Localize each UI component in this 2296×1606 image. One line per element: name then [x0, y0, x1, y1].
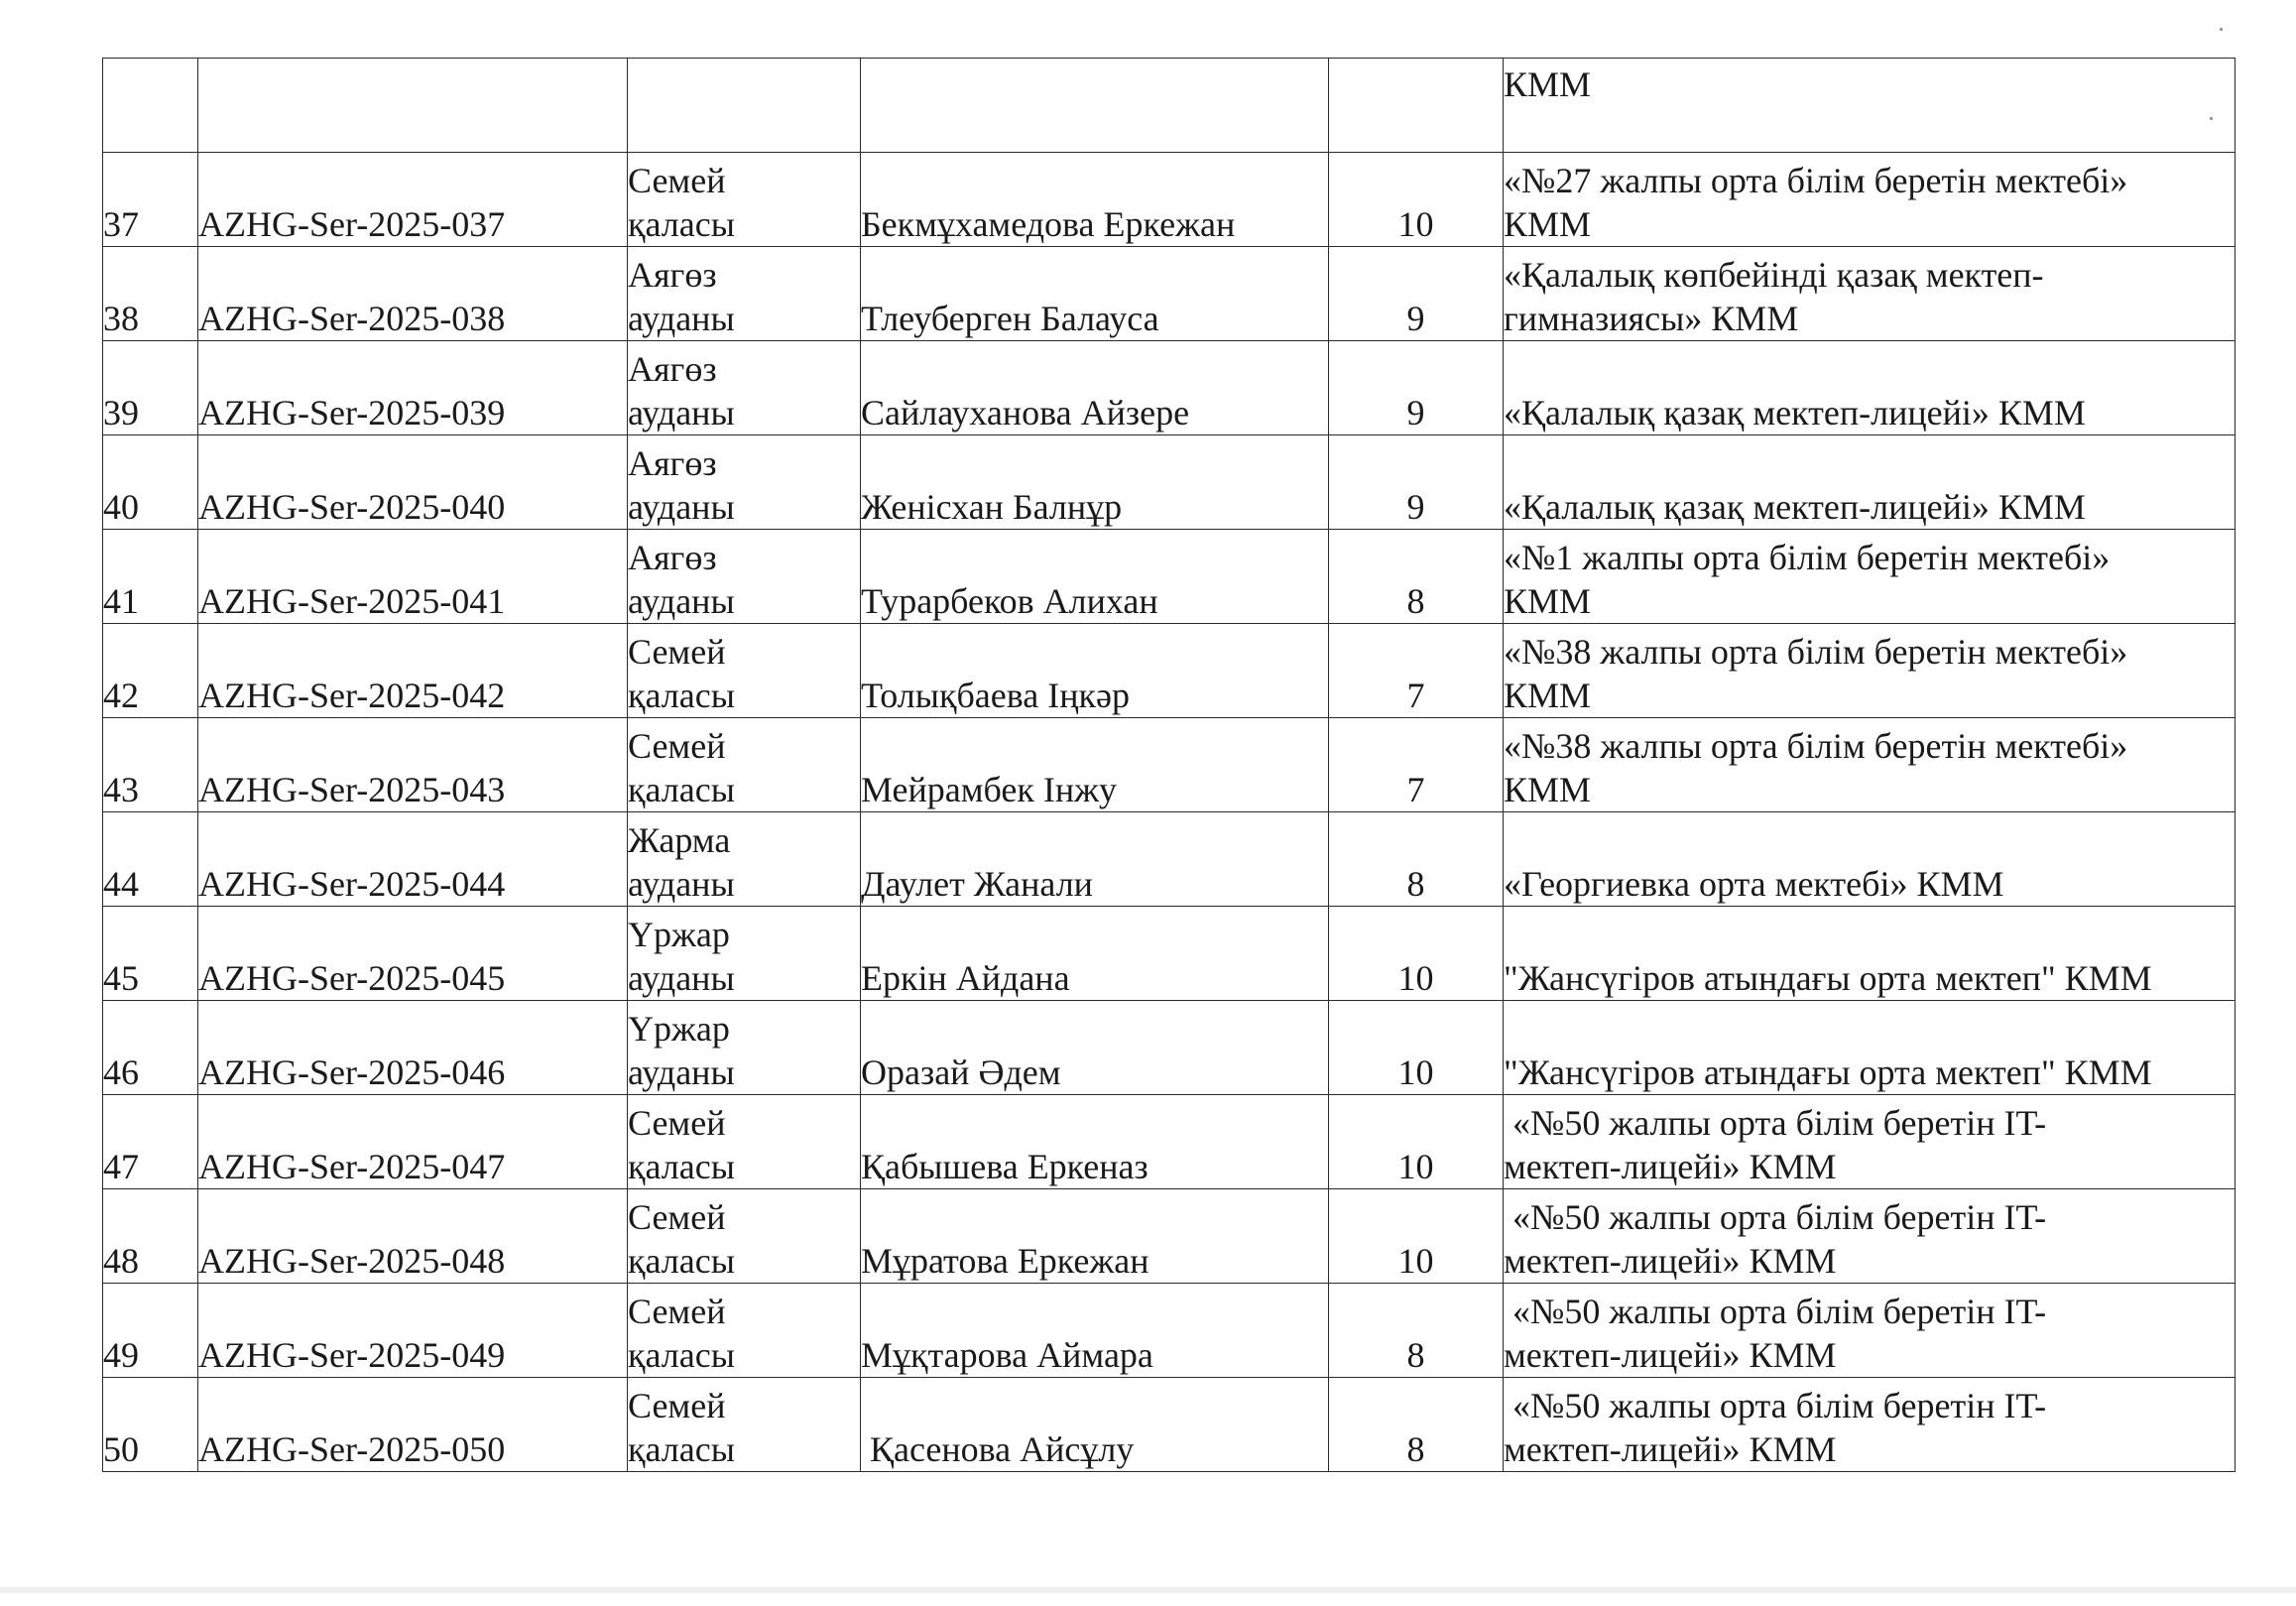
school-text: «№50 жалпы орта білім беретін IT- — [1504, 1292, 2047, 1331]
table-row — [103, 1189, 2236, 1284]
name-cell — [861, 341, 1329, 435]
school-text: "Жансүгіров атындағы орта мектеп" КММ — [1504, 958, 2152, 998]
region-text: Үржар — [628, 1009, 730, 1049]
grade: 10 — [1397, 1052, 1434, 1092]
participant-code: AZHG-Ser-2025-040 — [198, 487, 506, 527]
school-text: «№50 жалпы орта білім беретін IT- — [1504, 1103, 2047, 1143]
grade-cell — [1329, 624, 1504, 718]
school-text: гимназиясы» КММ — [1504, 299, 1799, 338]
row-number: 48 — [103, 1241, 139, 1281]
grade: 10 — [1397, 204, 1434, 244]
grade: 10 — [1397, 1147, 1434, 1186]
participant-code: AZHG-Ser-2025-043 — [198, 770, 506, 809]
region-cell — [628, 812, 861, 907]
grade-cell — [1329, 1095, 1504, 1189]
participant-code: AZHG-Ser-2025-039 — [198, 393, 506, 432]
region-text: Аягөз — [628, 349, 717, 389]
num-cell — [103, 59, 198, 153]
grade-cell — [1329, 59, 1504, 153]
table-row — [103, 1378, 2236, 1472]
region-cell — [628, 1378, 861, 1472]
school-text: «Қалалық қазақ мектеп-лицейі» КММ — [1504, 487, 2086, 527]
participant-name: Мұқтарова Аймара — [861, 1335, 1153, 1375]
table-row — [103, 1095, 2236, 1189]
row-number: 37 — [103, 204, 139, 244]
row-number-cell — [103, 435, 198, 530]
grade: 7 — [1406, 676, 1425, 715]
region-cell — [628, 59, 861, 153]
region-cell — [628, 1001, 861, 1095]
school-text: мектеп-лицейі» КММ — [1504, 1429, 1837, 1469]
school-cell — [1504, 1284, 2236, 1378]
row-number: 44 — [103, 864, 139, 904]
school-text: «Қалалық көпбейінді қазақ мектеп- — [1504, 255, 2044, 295]
code-cell — [198, 341, 628, 435]
row-number: 46 — [103, 1052, 139, 1092]
row-number-cell — [103, 341, 198, 435]
school-text: мектеп-лицейі» КММ — [1504, 1241, 1837, 1281]
code-cell — [198, 530, 628, 624]
grade-cell — [1329, 247, 1504, 341]
participant-code: AZHG-Ser-2025-038 — [198, 299, 506, 338]
participant-code: AZHG-Ser-2025-049 — [198, 1335, 506, 1375]
name-cell — [861, 153, 1329, 247]
row-number-cell — [103, 718, 198, 812]
table-row — [103, 435, 2236, 530]
scan-speck — [2210, 117, 2213, 120]
row-number-cell — [103, 624, 198, 718]
participant-name: Женісхан Балнұр — [861, 487, 1123, 527]
participant-name: Қабышева Еркеназ — [861, 1147, 1148, 1186]
school-text: «№38 жалпы орта білім беретін мектебі» — [1504, 726, 2128, 766]
participant-name: Толықбаева Іңкәр — [861, 676, 1130, 715]
grade: 8 — [1406, 581, 1425, 621]
school-cell — [1504, 1095, 2236, 1189]
row-number-cell — [103, 812, 198, 907]
region-text: Семей — [628, 726, 726, 766]
school-cell — [1504, 341, 2236, 435]
name-cell — [861, 907, 1329, 1001]
row-number: 49 — [103, 1335, 139, 1375]
school-text: «№27 жалпы орта білім беретін мектебі» — [1504, 161, 2128, 200]
participant-name: Даулет Жанали — [861, 864, 1093, 904]
region-text: ауданы — [628, 299, 735, 338]
participant-code: AZHG-Ser-2025-047 — [198, 1147, 506, 1186]
row-number-cell — [103, 1189, 198, 1284]
region-text: ауданы — [628, 393, 735, 432]
region-text: қаласы — [628, 770, 735, 809]
grade: 10 — [1397, 1241, 1434, 1281]
region-cell — [628, 247, 861, 341]
region-cell — [628, 153, 861, 247]
school-text: «№50 жалпы орта білім беретін IT- — [1504, 1197, 2047, 1237]
name-cell — [861, 1095, 1329, 1189]
school-cell — [1504, 907, 2236, 1001]
region-text: қаласы — [628, 1147, 735, 1186]
participant-name: Оразай Әдем — [861, 1052, 1061, 1092]
table-row — [103, 530, 2236, 624]
school-text: «№50 жалпы орта білім беретін IT- — [1504, 1386, 2047, 1425]
name-cell — [861, 1284, 1329, 1378]
region-cell — [628, 1095, 861, 1189]
region-text: Семей — [628, 161, 726, 200]
participant-name: Мұратова Еркежан — [861, 1241, 1149, 1281]
code-cell — [198, 718, 628, 812]
participant-name: Мейрамбек Інжу — [861, 770, 1117, 809]
grade-cell — [1329, 341, 1504, 435]
grade: 8 — [1406, 1335, 1425, 1375]
school-text: «№38 жалпы орта білім беретін мектебі» — [1504, 632, 2128, 672]
school-cell — [1504, 812, 2236, 907]
region-cell — [628, 341, 861, 435]
grade: 8 — [1406, 864, 1425, 904]
region-text: Семей — [628, 632, 726, 672]
region-text: Семей — [628, 1103, 726, 1143]
school-cell — [1504, 59, 2236, 153]
region-cell — [628, 1284, 861, 1378]
name-cell — [861, 624, 1329, 718]
name-cell — [861, 59, 1329, 153]
name-cell — [861, 530, 1329, 624]
region-text: қаласы — [628, 1429, 735, 1469]
participant-name: Еркін Айдана — [861, 958, 1070, 998]
row-number: 39 — [103, 393, 139, 432]
participant-code: AZHG-Ser-2025-041 — [198, 581, 506, 621]
code-cell — [198, 1378, 628, 1472]
region-text: ауданы — [628, 581, 735, 621]
code-cell — [198, 907, 628, 1001]
table-row — [103, 624, 2236, 718]
participant-code: AZHG-Ser-2025-044 — [198, 864, 506, 904]
school-cell — [1504, 530, 2236, 624]
table-row — [103, 1284, 2236, 1378]
code-cell — [198, 153, 628, 247]
table-row — [103, 341, 2236, 435]
table-row — [103, 718, 2236, 812]
participant-name: Бекмұхамедова Еркежан — [861, 204, 1236, 244]
school-text: "Жансүгіров атындағы орта мектеп" КММ — [1504, 1052, 2152, 1092]
region-text: ауданы — [628, 958, 735, 998]
region-cell — [628, 907, 861, 1001]
school-cell — [1504, 153, 2236, 247]
grade-cell — [1329, 1189, 1504, 1284]
region-text: қаласы — [628, 1335, 735, 1375]
region-cell — [628, 1189, 861, 1284]
row-number: 43 — [103, 770, 139, 809]
region-text: Семей — [628, 1292, 726, 1331]
school-text: КММ — [1504, 581, 1592, 621]
scan-speck — [2220, 28, 2223, 31]
name-cell — [861, 435, 1329, 530]
participant-code: AZHG-Ser-2025-042 — [198, 676, 506, 715]
region-text: Аягөз — [628, 443, 717, 483]
participant-code: AZHG-Ser-2025-037 — [198, 204, 506, 244]
code-cell — [198, 812, 628, 907]
grade: 10 — [1397, 958, 1434, 998]
grade: 9 — [1406, 299, 1425, 338]
row-number: 47 — [103, 1147, 139, 1186]
name-cell — [861, 1378, 1329, 1472]
grade-cell — [1329, 812, 1504, 907]
table-row — [103, 153, 2236, 247]
grade-cell — [1329, 907, 1504, 1001]
grade-cell — [1329, 718, 1504, 812]
name-cell — [861, 718, 1329, 812]
region-text: ауданы — [628, 487, 735, 527]
school-text: КММ — [1504, 676, 1592, 715]
participant-name: Қасенова Айсұлу — [861, 1429, 1135, 1469]
region-text: қаласы — [628, 1241, 735, 1281]
table-row — [103, 1001, 2236, 1095]
region-text: қаласы — [628, 676, 735, 715]
grade-cell — [1329, 1284, 1504, 1378]
grade: 8 — [1406, 1429, 1425, 1469]
region-text: Жарма — [628, 820, 731, 860]
region-text: Семей — [628, 1386, 726, 1425]
school-text: КММ — [1504, 204, 1592, 244]
table-row-continuation — [103, 59, 2236, 153]
region-cell — [628, 530, 861, 624]
region-text: ауданы — [628, 1052, 735, 1092]
code-cell — [198, 59, 628, 153]
participant-name: Сайлауханова Айзере — [861, 393, 1190, 432]
school-cell — [1504, 1189, 2236, 1284]
scan-edge-shadow — [0, 1587, 2296, 1593]
region-cell — [628, 435, 861, 530]
school-cell — [1504, 1378, 2236, 1472]
name-cell — [861, 1001, 1329, 1095]
row-number-cell — [103, 153, 198, 247]
school-text: «Қалалық қазақ мектеп-лицейі» КММ — [1504, 393, 2086, 432]
grade: 7 — [1406, 770, 1425, 809]
region-text: Аягөз — [628, 538, 717, 577]
code-cell — [198, 1189, 628, 1284]
school-text: мектеп-лицейі» КММ — [1504, 1335, 1837, 1375]
row-number: 40 — [103, 487, 139, 527]
participant-code: AZHG-Ser-2025-045 — [198, 958, 506, 998]
code-cell — [198, 435, 628, 530]
region-text: Аягөз — [628, 255, 717, 295]
school-cell — [1504, 624, 2236, 718]
grade: 9 — [1406, 487, 1425, 527]
row-number: 41 — [103, 581, 139, 621]
row-number: 50 — [103, 1429, 139, 1469]
school-cell — [1504, 435, 2236, 530]
row-number: 42 — [103, 676, 139, 715]
code-cell — [198, 1095, 628, 1189]
code-cell — [198, 624, 628, 718]
table-row — [103, 247, 2236, 341]
grade-cell — [1329, 530, 1504, 624]
name-cell — [861, 1189, 1329, 1284]
school-cell — [1504, 718, 2236, 812]
row-number-cell — [103, 1378, 198, 1472]
row-number-cell — [103, 247, 198, 341]
region-cell — [628, 718, 861, 812]
code-cell — [198, 247, 628, 341]
participant-code: AZHG-Ser-2025-046 — [198, 1052, 506, 1092]
row-number: 38 — [103, 299, 139, 338]
region-text: қаласы — [628, 204, 735, 244]
region-text: Семей — [628, 1197, 726, 1237]
school-text: «№1 жалпы орта білім беретін мектебі» — [1504, 538, 2111, 577]
grade: 9 — [1406, 393, 1425, 432]
region-text: Үржар — [628, 915, 730, 954]
table-row — [103, 812, 2236, 907]
name-cell — [861, 812, 1329, 907]
grade-cell — [1329, 1001, 1504, 1095]
school-cell — [1504, 1001, 2236, 1095]
participant-name: Тлеуберген Балауса — [861, 299, 1159, 338]
region-cell — [628, 624, 861, 718]
row-number-cell — [103, 1095, 198, 1189]
school-text: КММ — [1504, 64, 1592, 104]
grade-cell — [1329, 1378, 1504, 1472]
participant-name: Турарбеков Алихан — [861, 581, 1158, 621]
school-text: «Георгиевка орта мектебі» КММ — [1504, 864, 2004, 904]
participant-code: AZHG-Ser-2025-050 — [198, 1429, 506, 1469]
region-text: ауданы — [628, 864, 735, 904]
name-cell — [861, 247, 1329, 341]
code-cell — [198, 1284, 628, 1378]
table-row — [103, 907, 2236, 1001]
grade-cell — [1329, 435, 1504, 530]
code-cell — [198, 1001, 628, 1095]
row-number-cell — [103, 907, 198, 1001]
participants-table — [102, 58, 2236, 1472]
grade-cell — [1329, 153, 1504, 247]
row-number-cell — [103, 1001, 198, 1095]
row-number-cell — [103, 1284, 198, 1378]
school-text: КММ — [1504, 770, 1592, 809]
school-cell — [1504, 247, 2236, 341]
row-number: 45 — [103, 958, 139, 998]
school-text: мектеп-лицейі» КММ — [1504, 1147, 1837, 1186]
row-number-cell — [103, 530, 198, 624]
participant-code: AZHG-Ser-2025-048 — [198, 1241, 506, 1281]
